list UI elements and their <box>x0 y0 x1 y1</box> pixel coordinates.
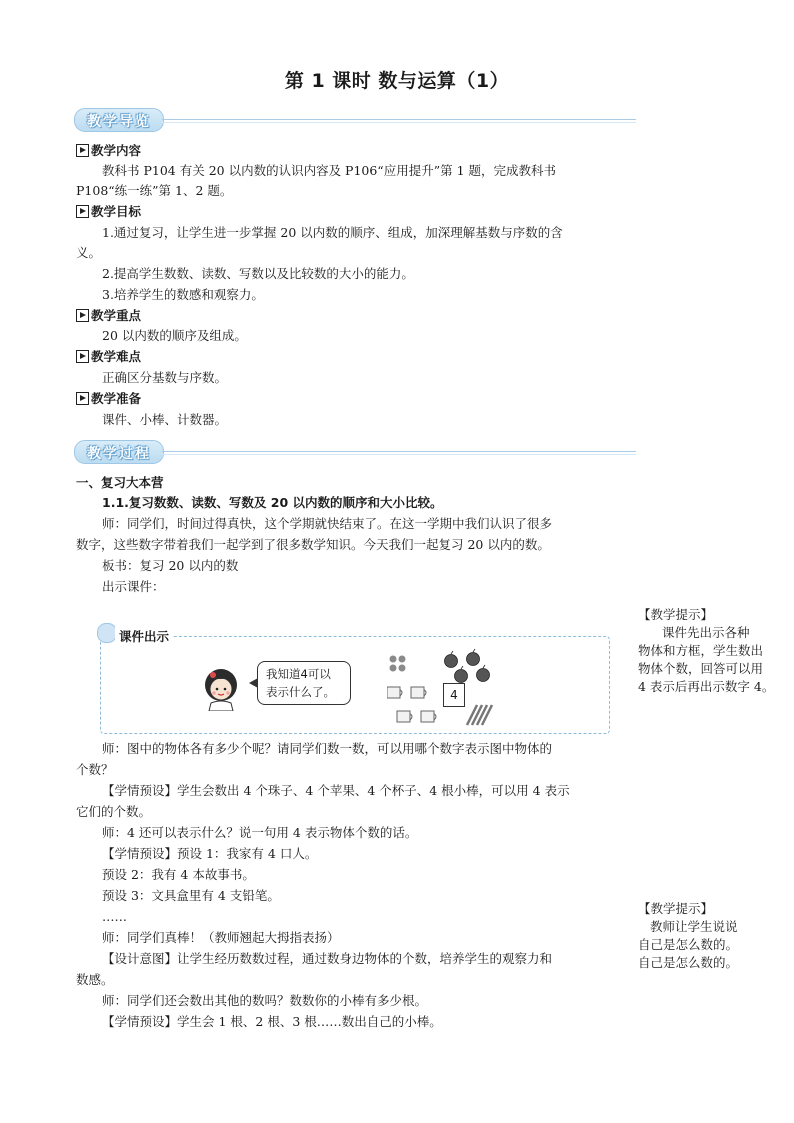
body-line: 【设计意图】让学生经历数数过程，通过数身边物体的个数，培养学生的观察力和 <box>102 951 553 966</box>
cups-icon <box>387 687 436 722</box>
heading-goals: 教学目标 <box>76 203 141 221</box>
sidenote-tip-1 <box>638 606 780 696</box>
apples-icon <box>445 649 490 683</box>
body-line: 师：同学们真棒！（教师翘起大拇指表扬） <box>102 930 340 945</box>
section-banner-guide <box>74 108 636 132</box>
body-line: 【学情预设】学生会数出 4 个珠子、4 个苹果、4 个杯子、4 根小棒，可以用 4 表示 <box>102 783 570 798</box>
play-icon <box>76 144 89 157</box>
heading-content: 教学内容 <box>76 142 141 160</box>
heading-difficulty: 教学难点 <box>76 348 141 366</box>
body-line: 师：同学们还会数出其他的数吗？数数你的小棒有多少根。 <box>102 993 428 1008</box>
body-line: 【学情预设】学生会 1 根、2 根、3 根……数出自己的小棒。 <box>102 1014 442 1029</box>
girl-avatar-icon <box>201 665 241 711</box>
play-icon <box>76 309 89 322</box>
body-line: 【学情预设】预设 1：我家有 4 口人。 <box>102 846 318 861</box>
banner-label: 教学导览 <box>87 114 151 130</box>
prep-line: 课件、小棒、计数器。 <box>102 412 228 427</box>
content-line: P108“练一练”第 1、2 题。 <box>76 183 233 198</box>
sticks-icon <box>467 705 492 725</box>
courseware-panel <box>100 629 610 734</box>
sidenote-tip-2 <box>638 900 780 972</box>
courseware-label: 课件出示 <box>115 627 173 645</box>
banner-label: 教学过程 <box>87 446 151 462</box>
body-line: 出示课件： <box>102 579 165 594</box>
body-line: 数感。 <box>76 972 114 987</box>
heading-key: 教学重点 <box>76 307 141 325</box>
beads-icon <box>390 656 406 672</box>
sidenote-line: 自己是怎么数的。 <box>638 937 739 952</box>
body-line: 它们的个数。 <box>76 804 152 819</box>
sidenote-line: 自己是怎么数的。 <box>638 955 739 970</box>
goal-line: 2.提高学生数数、读数、写数以及比较数的大小的能力。 <box>102 266 414 281</box>
section-banner-process <box>74 440 636 464</box>
speech-line: 我知道4可以 <box>266 667 331 681</box>
body-line: 师：4 还可以表示什么？说一句用 4 表示物体个数的话。 <box>102 825 418 840</box>
sidenote-line: 课件先出示各种 <box>662 625 750 640</box>
speech-bubble <box>257 661 351 705</box>
sidenote-line: 物体和方框，学生数出 <box>638 643 764 658</box>
play-icon <box>76 350 89 363</box>
sidenote-line: 物体个数，回答可以用 <box>638 661 764 676</box>
body-line: 师：同学们，时间过得真快，这个学期就快结束了。在这一学期中我们认识了很多 <box>102 516 553 531</box>
sidenote-line: 教师让学生说说 <box>650 919 738 934</box>
page-title: 第 1 课时 数与运算（1） <box>284 70 510 92</box>
sidenote-heading: 【教学提示】 <box>638 607 714 622</box>
body-line: 预设 2：我有 4 本故事书。 <box>102 867 255 882</box>
part-heading: 一、复习大本营 <box>76 475 164 490</box>
speech-line: 表示什么了。 <box>266 685 335 699</box>
sidenote-heading: 【教学提示】 <box>638 901 714 916</box>
courseware-icon <box>97 623 117 643</box>
body-line: 板书：复习 20 以内的数 <box>102 558 239 573</box>
goal-line: 1.通过复习，让学生进一步掌握 20 以内数的顺序、组成，加深理解基数与序数的含 <box>102 225 563 240</box>
goal-line: 3.培养学生的数感和观察力。 <box>102 287 264 302</box>
difficulty-line: 正确区分基数与序数。 <box>102 370 228 385</box>
sub-heading: 1.1.复习数数、读数、写数及 20 以内数的顺序和大小比较。 <box>102 495 443 510</box>
goal-line: 义。 <box>76 245 102 260</box>
heading-prep: 教学准备 <box>76 390 141 408</box>
number-box: 4 <box>443 683 465 707</box>
key-line: 20 以内数的顺序及组成。 <box>102 328 247 343</box>
play-icon <box>76 392 89 405</box>
body-line: …… <box>102 909 127 924</box>
body-line: 个数？ <box>76 762 114 777</box>
body-line: 数字，这些数字带着我们一起学到了很多数学知识。今天我们一起复习 20 以内的数。 <box>76 537 550 552</box>
play-icon <box>76 205 89 218</box>
content-line: 教科书 P104 有关 20 以内数的认识内容及 P106“应用提升”第 1 题，完成教科书 <box>102 163 556 178</box>
sidenote-line: 4 表示后再出示数字 4。 <box>638 679 775 694</box>
body-line: 预设 3：文具盒里有 4 支铅笔。 <box>102 888 280 903</box>
body-line: 师：图中的物体各有多少个呢？请同学们数一数，可以用哪个数字表示图中物体的 <box>102 741 553 756</box>
